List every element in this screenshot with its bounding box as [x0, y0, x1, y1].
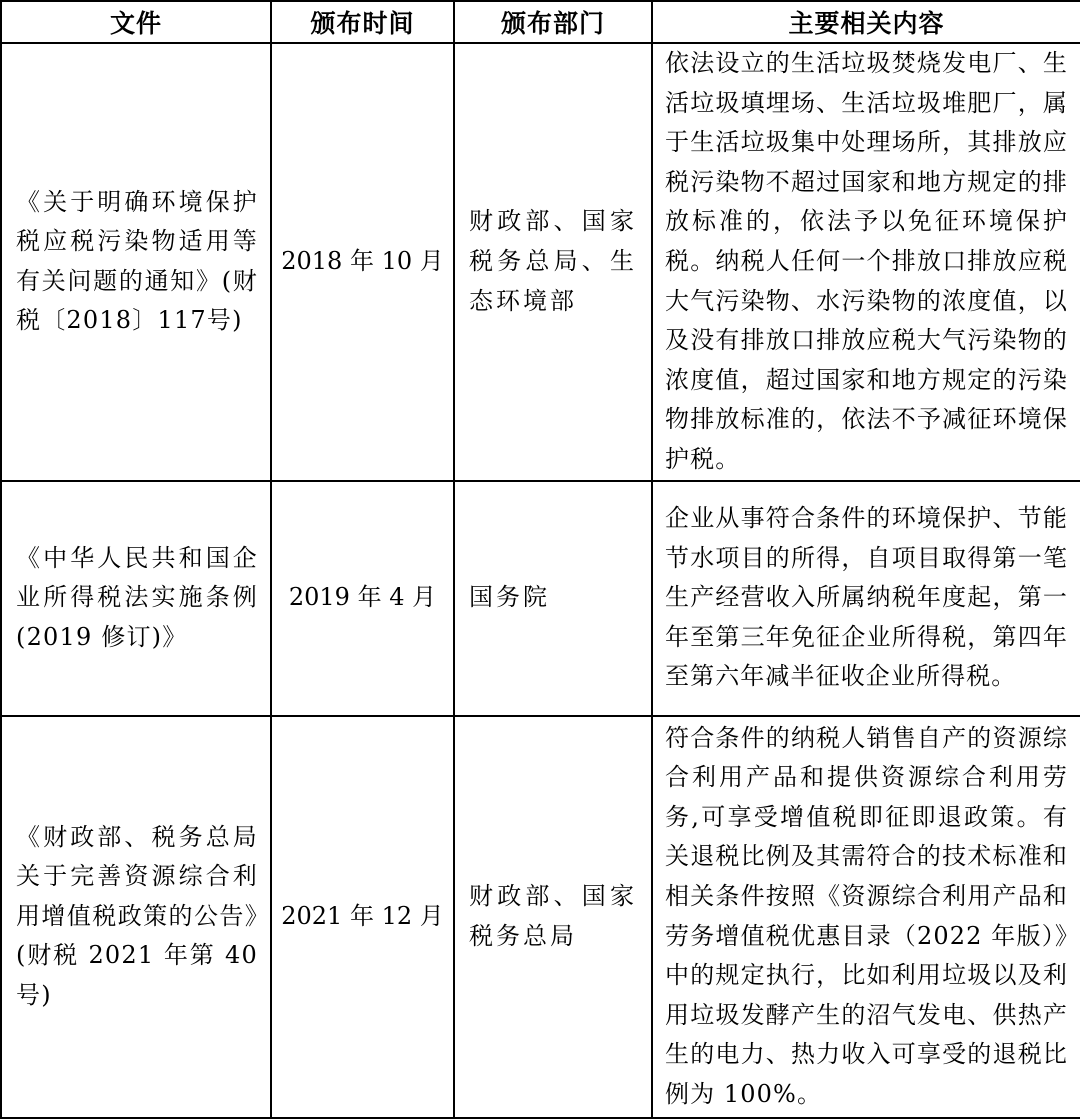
- dept-cell: 财政部、国家税务总局、生态环境部: [454, 43, 652, 481]
- content-cell: 企业从事符合条件的环境保护、节能节水项目的所得，自项目取得第一笔生产经营收入所属纳税年度起，第一年至第三年免征企业所得税，第四年至第六年减半征收企业所得税。: [652, 481, 1080, 716]
- date-cell: 2021 年 12 月: [271, 716, 454, 1118]
- dept-cell: 国务院: [454, 481, 652, 716]
- table-row: [1, 43, 1080, 481]
- header-content: 主要相关内容: [652, 1, 1080, 43]
- table-header-row: [1, 1, 1080, 43]
- file-cell: 《中华人民共和国企业所得税法实施条例(2019 修订)》: [1, 481, 271, 716]
- file-cell: 《关于明确环境保护税应税污染物适用等有关问题的通知》(财税〔2018〕117号): [1, 43, 271, 481]
- dept-cell: 财政部、国家税务总局: [454, 716, 652, 1118]
- table-row: [1, 716, 1080, 1118]
- header-dept: 颁布部门: [454, 1, 652, 43]
- content-cell: 符合条件的纳税人销售自产的资源综合利用产品和提供资源综合利用劳务,可享受增值税即征即退政策。有关退税比例及其需符合的技术标准和相关条件按照《资源综合利用产品和劳务增值税优惠目录（2022 年版）》中的规定执行，比如利用垃圾以及利用垃圾发酵产生的沼气发电、供热产生的电力、热力收入可享受的退税比例为 100%。: [652, 716, 1080, 1118]
- header-file: 文件: [1, 1, 271, 43]
- date-cell: 2019 年 4 月: [271, 481, 454, 716]
- date-cell: 2018 年 10 月: [271, 43, 454, 481]
- table-row: [1, 481, 1080, 716]
- header-date: 颁布时间: [271, 1, 454, 43]
- file-cell: 《财政部、税务总局关于完善资源综合利用增值税政策的公告》(财税 2021 年第 40 号): [1, 716, 271, 1118]
- content-cell: 依法设立的生活垃圾焚烧发电厂、生活垃圾填埋场、生活垃圾堆肥厂，属于生活垃圾集中处理场所，其排放应税污染物不超过国家和地方规定的排放标准的，依法予以免征环境保护税。纳税人任何一个排放口排放应税大气污染物、水污染物的浓度值，以及没有排放口排放应税大气污染物的浓度值，超过国家和地方规定的污染物排放标准的，依法不予减征环境保护税。: [652, 43, 1080, 481]
